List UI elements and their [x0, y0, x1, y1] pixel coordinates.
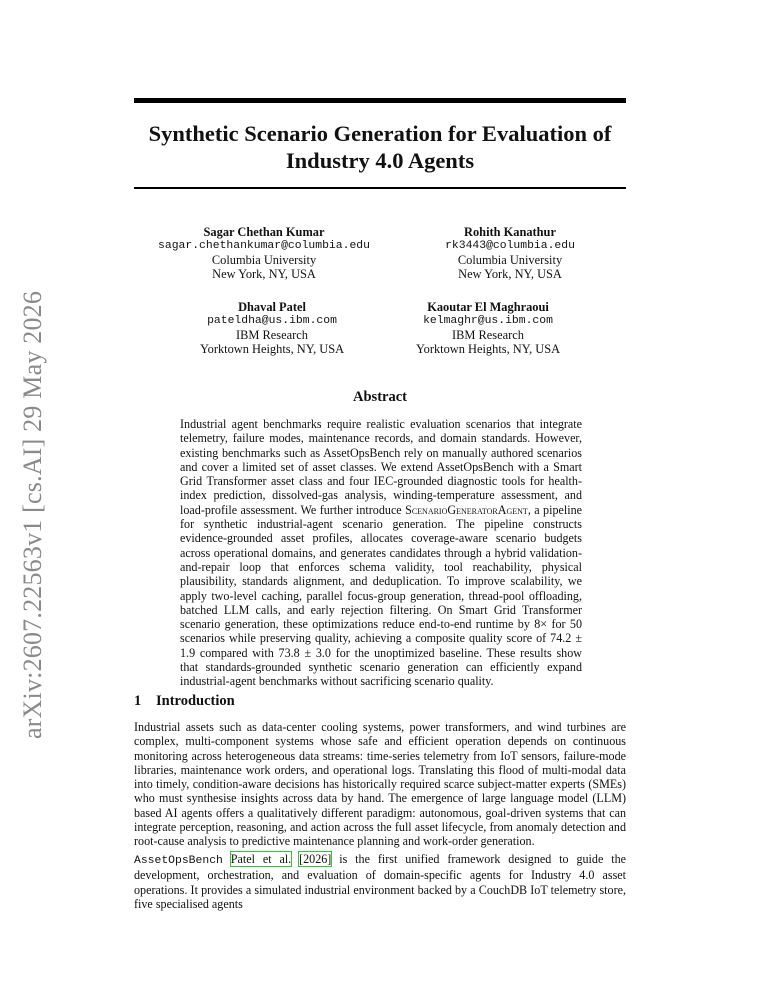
benchmark-name: AssetOpsBench: [134, 855, 223, 867]
abstract-text-part: Industrial agent benchmarks require realistic evaluation scenarios that integrate telemetry, failure modes, maintenance records, and domain standards. However, existing benchmarks such as AssetOpsBench rely on manually authored scenarios and cover a limited set of asset classes. We extend AssetOpsBench with a Smart Grid Transformer asset class and four IEC-grounded diagnostic tools for health-index prediction, dissolved-gas analysis, winding-temperature assessment, and load-profile assessment. We further introduce: [180, 417, 582, 517]
author-affiliation: Columbia University: [457, 253, 563, 267]
author-email: sagar.chethankumar@columbia.edu: [158, 240, 370, 252]
citation-link-year[interactable]: [2026]: [299, 852, 332, 866]
title-line-1: Synthetic Scenario Generation for Evaluation of: [148, 121, 612, 146]
author-block: [154, 225, 374, 281]
author-block: [400, 225, 620, 281]
author-affiliation: IBM Research: [452, 328, 524, 342]
author-location: Yorktown Heights, NY, USA: [415, 342, 561, 356]
author-email: kelmaghr@us.ibm.com: [423, 315, 553, 327]
author-location: New York, NY, USA: [212, 267, 316, 281]
abstract-heading: Abstract: [353, 389, 407, 405]
author-name: Dhaval Patel: [238, 300, 306, 314]
arxiv-identifier: [8, 290, 58, 740]
intro-paragraph-2: [134, 852, 626, 911]
title-line-2: Industry 4.0 Agents: [285, 148, 475, 173]
abstract-text-part: , a pipeline for synthetic industrial-agent scenario generation. The pipeline constructs evidence-grounded asset profiles, allocates coverage-aware scenario budgets across operational domains, and generates candidates through a hybrid validation-and-repair loop that enforces schema validity, tool reachability, physical plausibility, standards alignment, and deduplication. To improve scalability, we apply two-level caching, parallel focus-group generation, thread-pool offloading, batched LLM calls, and early rejection filtering. On Smart Grid Transformer scenario generation, these optimizations reduce end-to-end runtime by 8× for 50 scenarios while preserving quality, achieving a composite quality score of 74.2 ± 1.9 compared with 73.8 ± 3.0 for the unoptimized baseline. These results show that standards-grounded synthetic scenario generation can efficiently expand industrial-agent benchmarks without sacrificing scenario quality.: [180, 502, 582, 689]
author-affiliation: IBM Research: [236, 328, 308, 342]
author-location: New York, NY, USA: [458, 267, 562, 281]
title-top-rule: [134, 98, 626, 103]
author-name: Rohith Kanathur: [464, 225, 556, 239]
abstract-text: [180, 417, 582, 689]
system-name: ScenarioGeneratorAgent: [405, 502, 528, 517]
paper-title: [134, 120, 626, 174]
author-block: [378, 300, 598, 356]
author-location: Yorktown Heights, NY, USA: [199, 342, 345, 356]
title-bottom-rule: [134, 187, 626, 189]
section-heading: [134, 693, 626, 710]
section-title: Introduction: [156, 693, 235, 709]
citation-link-author[interactable]: Patel et al.: [230, 852, 292, 866]
arxiv-identifier-text: arXiv:2607.22563v1 [cs.AI] 29 May 2026: [18, 290, 47, 740]
author-email: pateldha@us.ibm.com: [207, 315, 337, 327]
author-email: rk3443@columbia.edu: [445, 240, 575, 252]
paragraph-text: is the first unified framework designed to guide the development, orchestration, and evaluation of domain-specific agents for Industry 4.0 asset operations. It provides a simulated industrial environment backed by a CouchDB IoT telemetry store, five specialised agents: [134, 852, 626, 911]
author-name: Kaoutar El Maghraoui: [427, 300, 549, 314]
section-number: 1: [134, 693, 142, 709]
author-affiliation: Columbia University: [211, 253, 317, 267]
author-name: Sagar Chethan Kumar: [203, 225, 325, 239]
intro-paragraph-1: Industrial assets such as data-center cooling systems, power transformers, and wind turbines are complex, multi-component systems whose safe and efficient operation depends on continuous monitoring across heterogeneous data streams: time-series telemetry from IoT sensors, failure-mode libraries, maintenance work orders, and operational logs. Translating this flood of multi-modal data into timely, condition-aware decisions has historically required scarce subject-matter experts (SMEs) who must synthesise insights across data by hand. The emergence of large language model (LLM) based AI agents offers a qualitatively different paradigm: autonomous, goal-driven systems that can integrate perception, reasoning, and action across the full asset lifecycle, from anomaly detection and root-cause analysis to predictive maintenance planning and work-order generation.: [134, 720, 626, 849]
author-block: [162, 300, 382, 356]
